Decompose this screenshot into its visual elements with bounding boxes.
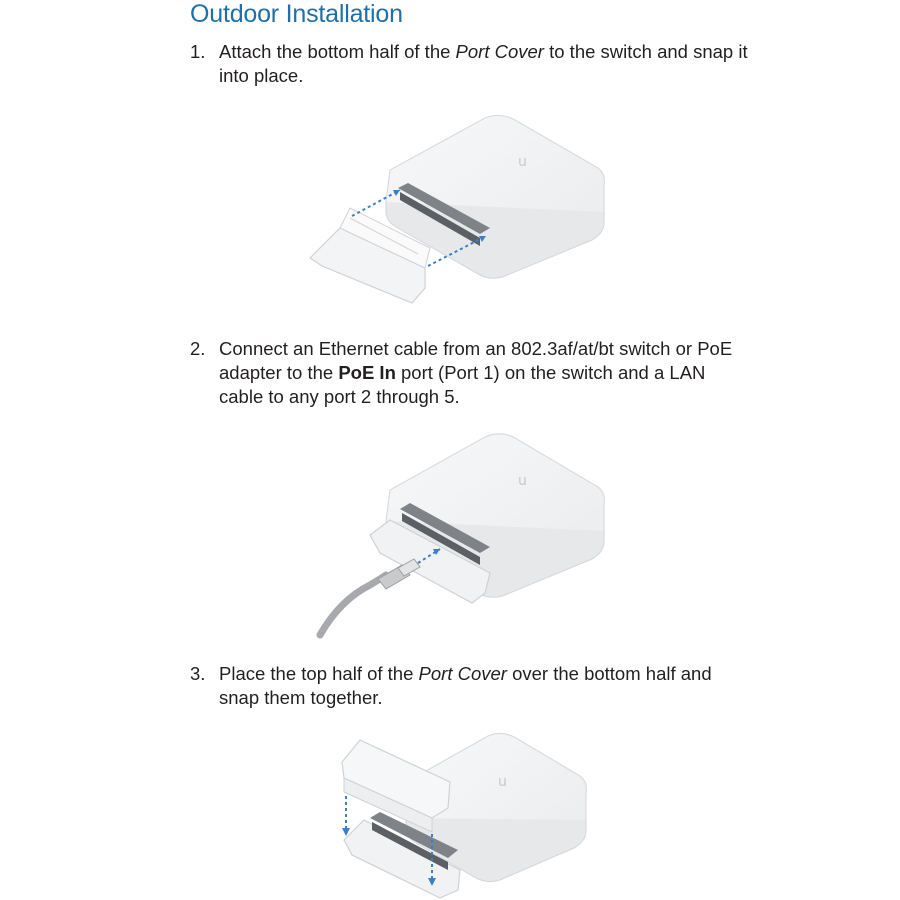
step-text: Connect an Ethernet cable from an 802.3af/at/bt switch or PoE adapter to the PoE In port (Port 1) on the switch and a LAN cable to any port 2 through 5.: [219, 338, 733, 407]
svg-text:u: u: [498, 774, 507, 790]
step-2: [190, 337, 750, 409]
poe-in-term: PoE In: [338, 362, 396, 383]
illustration-step-2: [300, 425, 620, 640]
step-1: [190, 40, 750, 88]
step-3: [190, 662, 750, 710]
port-cover-term: Port Cover: [418, 663, 507, 684]
step-text: Place the top half of the Port Cover over the bottom half and snap them together.: [219, 663, 712, 708]
step-number: 1.: [190, 41, 206, 62]
page-title: Outdoor Installation: [190, 0, 403, 28]
illustration-step-3: [320, 730, 600, 900]
logo-icon: [518, 473, 527, 489]
logo-icon: [518, 154, 527, 170]
ethernet-cable: [320, 559, 420, 635]
svg-text:u: u: [518, 154, 527, 170]
logo-icon: [498, 774, 507, 790]
svg-text:u: u: [518, 473, 527, 489]
port-cover-term: Port Cover: [455, 41, 544, 62]
illustration-step-1: [300, 108, 620, 313]
step-number: 3.: [190, 663, 206, 684]
step-number: 2.: [190, 338, 206, 359]
step-text: Attach the bottom half of the Port Cover to the switch and snap it into place.: [219, 41, 748, 86]
